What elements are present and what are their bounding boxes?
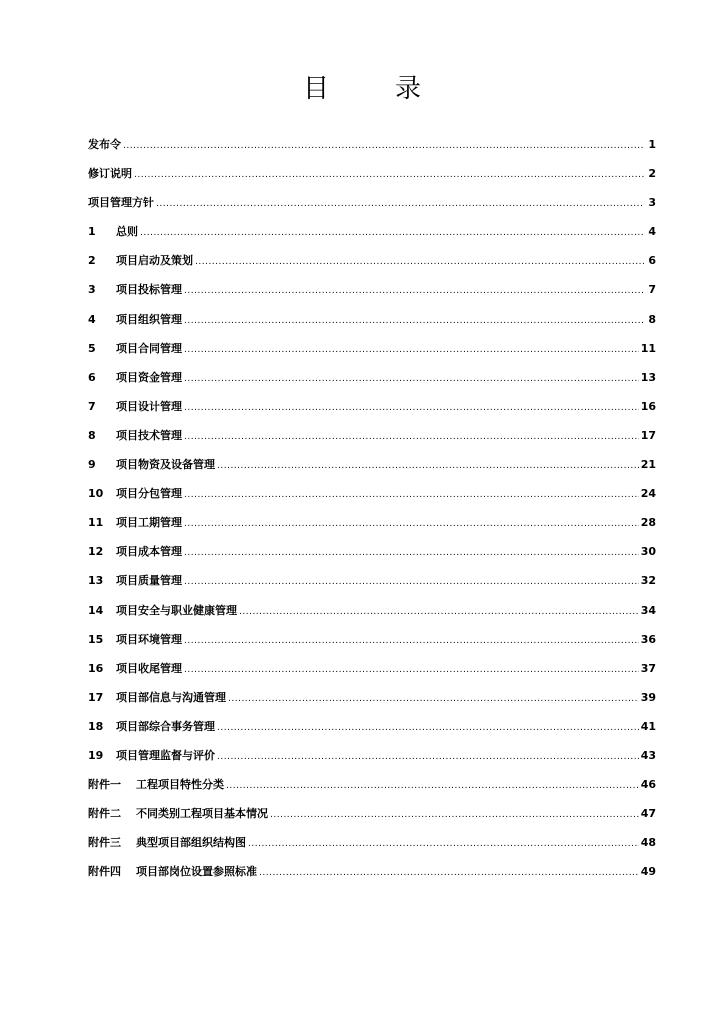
toc-label: 项目技术管理 — [116, 428, 182, 442]
toc-label: 项目部信息与沟通管理 — [116, 690, 226, 704]
toc-number: 2 — [88, 254, 96, 268]
toc-page-number: 8 — [648, 312, 656, 326]
toc-label: 修订说明 — [88, 167, 132, 181]
dot-leader — [226, 781, 639, 791]
toc-entry-13[interactable] — [88, 514, 656, 543]
toc-number: 11 — [88, 516, 104, 530]
dot-leader — [184, 316, 644, 326]
toc-entry-17[interactable] — [88, 631, 656, 660]
toc-entry-7[interactable] — [88, 340, 656, 369]
dot-leader — [259, 868, 639, 878]
toc-entry-3[interactable] — [88, 223, 656, 252]
dot-leader — [195, 257, 644, 267]
toc-number: 1 — [88, 225, 96, 239]
toc-label: 项目组织管理 — [116, 312, 182, 326]
toc-page-number: 49 — [640, 865, 656, 879]
toc-label: 项目物资及设备管理 — [116, 458, 215, 472]
toc-entry-6[interactable] — [88, 311, 656, 340]
dot-leader — [123, 141, 644, 151]
dot-leader — [184, 286, 644, 296]
toc-entry-25[interactable] — [88, 863, 656, 892]
toc-page-number: 3 — [648, 196, 656, 210]
toc-entry-14[interactable] — [88, 543, 656, 572]
dot-leader — [184, 403, 639, 413]
toc-label: 不同类别工程项目基本情况 — [136, 807, 268, 821]
toc-label: 项目安全与职业健康管理 — [116, 603, 237, 617]
toc-page-number: 11 — [640, 341, 656, 355]
toc-number: 8 — [88, 428, 96, 442]
dot-leader — [156, 199, 644, 209]
toc-number: 19 — [88, 748, 104, 762]
toc-number: 17 — [88, 690, 104, 704]
toc-entry-22[interactable] — [88, 776, 656, 805]
toc-entry-2[interactable] — [88, 194, 656, 223]
toc-label: 项目分包管理 — [116, 487, 182, 501]
toc-entry-19[interactable] — [88, 689, 656, 718]
toc-page-number: 17 — [640, 428, 656, 442]
toc-page-number: 13 — [640, 370, 656, 384]
dot-leader — [248, 839, 639, 849]
toc-page-number: 47 — [640, 807, 656, 821]
toc-label: 项目部综合事务管理 — [116, 719, 215, 733]
toc-number: 附件一 — [88, 778, 121, 792]
toc-label: 项目设计管理 — [116, 399, 182, 413]
toc-label: 项目收尾管理 — [116, 661, 182, 675]
toc-entry-21[interactable] — [88, 747, 656, 776]
toc-number: 附件二 — [88, 807, 121, 821]
toc-entry-12[interactable] — [88, 485, 656, 514]
dot-leader — [184, 345, 639, 355]
dot-leader — [184, 490, 639, 500]
toc-label: 项目合同管理 — [116, 341, 182, 355]
toc-number: 5 — [88, 341, 96, 355]
toc-page-number: 28 — [640, 516, 656, 530]
toc-page-number: 1 — [648, 138, 656, 151]
toc-page-number: 7 — [648, 283, 656, 297]
dot-leader — [217, 752, 639, 762]
toc-page-number: 24 — [640, 487, 656, 501]
toc-page-number: 36 — [640, 632, 656, 646]
toc-page-number: 2 — [648, 167, 656, 181]
toc-list — [88, 136, 656, 892]
toc-entry-20[interactable] — [88, 718, 656, 747]
toc-entry-5[interactable] — [88, 281, 656, 310]
toc-number: 附件三 — [88, 836, 121, 850]
toc-page-number: 32 — [640, 574, 656, 588]
toc-number: 3 — [88, 283, 96, 297]
dot-leader — [184, 519, 639, 529]
toc-entry-1[interactable] — [88, 165, 656, 194]
toc-number: 9 — [88, 458, 96, 472]
dot-leader — [184, 577, 639, 587]
toc-label: 项目启动及策划 — [116, 254, 193, 268]
toc-label: 项目部岗位设置参照标准 — [136, 865, 257, 879]
dot-leader — [184, 636, 639, 646]
toc-label: 项目管理监督与评价 — [116, 748, 215, 762]
toc-number: 14 — [88, 603, 104, 617]
toc-number: 15 — [88, 632, 104, 646]
toc-number: 12 — [88, 545, 104, 559]
toc-entry-11[interactable] — [88, 456, 656, 485]
toc-entry-0[interactable] — [88, 136, 656, 165]
toc-page-number: 41 — [640, 719, 656, 733]
dot-leader — [184, 374, 639, 384]
toc-number: 10 — [88, 487, 104, 501]
toc-label: 项目环境管理 — [116, 632, 182, 646]
toc-number: 7 — [88, 399, 96, 413]
toc-entry-18[interactable] — [88, 660, 656, 689]
toc-label: 项目管理方针 — [88, 196, 154, 210]
toc-label: 工程项目特性分类 — [136, 778, 224, 792]
toc-page-number: 34 — [640, 603, 656, 617]
dot-leader — [184, 665, 639, 675]
dot-leader — [184, 548, 639, 558]
toc-label: 项目成本管理 — [116, 545, 182, 559]
toc-label: 项目质量管理 — [116, 574, 182, 588]
dot-leader — [134, 170, 644, 180]
toc-label: 项目投标管理 — [116, 283, 182, 297]
dot-leader — [217, 723, 639, 733]
toc-entry-8[interactable] — [88, 369, 656, 398]
toc-title: 目 录 — [302, 74, 441, 104]
toc-number: 16 — [88, 661, 104, 675]
toc-entry-10[interactable] — [88, 427, 656, 456]
toc-number: 4 — [88, 312, 96, 326]
toc-label: 典型项目部组织结构图 — [136, 836, 246, 850]
toc-page-number: 16 — [640, 399, 656, 413]
toc-page-number: 46 — [640, 778, 656, 792]
toc-entry-15[interactable] — [88, 572, 656, 601]
dot-leader — [228, 694, 639, 704]
toc-page-number: 21 — [640, 458, 656, 472]
dot-leader — [184, 432, 639, 442]
dot-leader — [217, 461, 639, 471]
toc-page-number: 30 — [640, 545, 656, 559]
toc-label: 总则 — [116, 225, 138, 239]
toc-page-number: 39 — [640, 690, 656, 704]
toc-page-number: 6 — [648, 254, 656, 268]
dot-leader — [239, 607, 639, 617]
toc-page-number: 43 — [640, 748, 656, 762]
toc-label: 项目工期管理 — [116, 516, 182, 530]
toc-entry-9[interactable] — [88, 398, 656, 427]
toc-number: 附件四 — [88, 865, 121, 879]
toc-page-number: 37 — [640, 661, 656, 675]
toc-label: 项目资金管理 — [116, 370, 182, 384]
toc-number: 18 — [88, 719, 104, 733]
toc-entry-23[interactable] — [88, 805, 656, 834]
toc-label: 发布令 — [88, 138, 121, 151]
toc-entry-16[interactable] — [88, 602, 656, 631]
toc-page-number: 48 — [640, 836, 656, 850]
toc-entry-24[interactable] — [88, 834, 656, 863]
toc-page-number: 4 — [648, 225, 656, 239]
toc-number: 6 — [88, 370, 96, 384]
dot-leader — [270, 810, 639, 820]
dot-leader — [140, 228, 644, 238]
toc-entry-4[interactable] — [88, 252, 656, 281]
toc-number: 13 — [88, 574, 104, 588]
